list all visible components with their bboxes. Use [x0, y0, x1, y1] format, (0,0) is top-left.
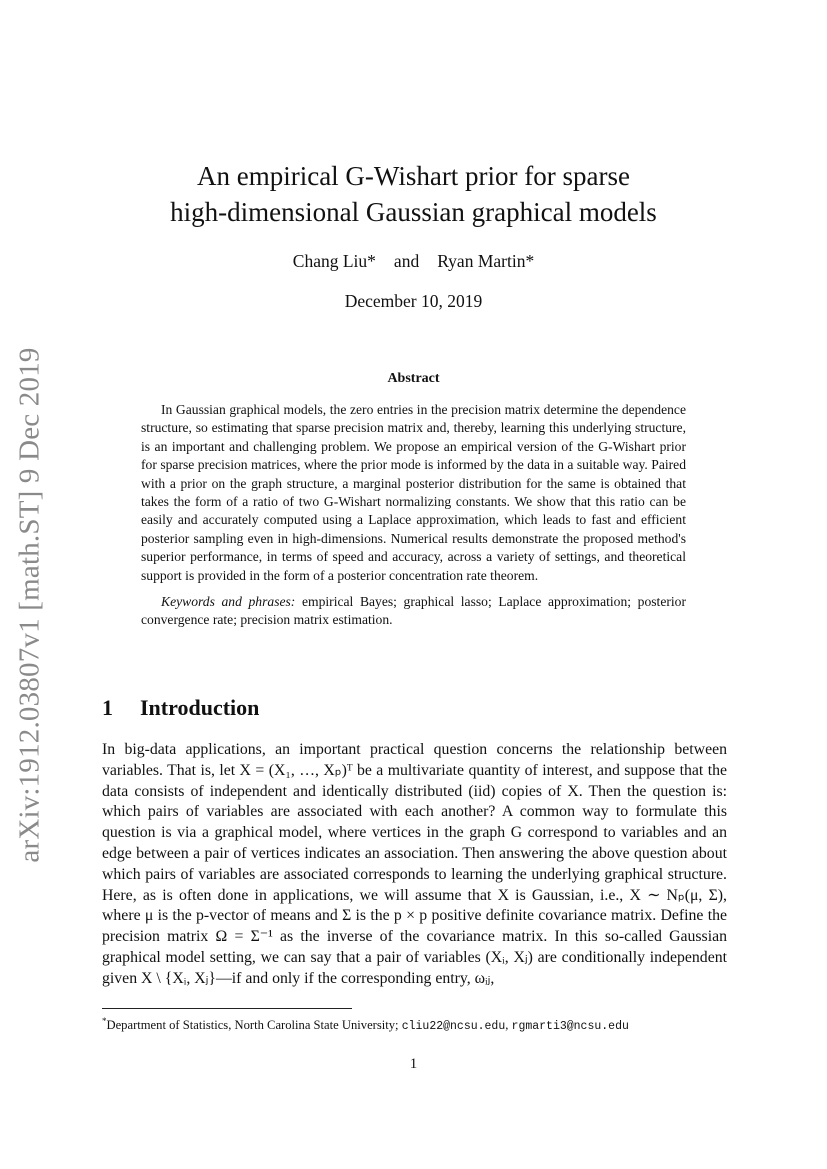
section-title: Introduction — [140, 695, 260, 720]
abstract-paragraph: In Gaussian graphical models, the zero entries in the precision matrix determine the dependence structure, so estimating that sparse precision matrix and, thereby, learning this underlying structure, is an important and challenging problem. We propose an empirical version of the G-Wishart prior for sparse precision matrices, where the prior mode is informed by the data in a suitable way. Paired with a prior on the graph structure, a marginal posterior distribution for the same is obtained that takes the form of a ratio of two G-Wishart normalizing constants. We show that this ratio can be easily and accurately computed using a Laplace approximation, which leads to fast and efficient posterior sampling even in high-dimensions. Numerical results demonstrate the proposed method's superior performance, in terms of speed and accuracy, across a variety of settings, and theoretical support is provided in the form of a posterior concentration rate theorem. — [141, 402, 686, 583]
abstract-block — [141, 401, 686, 630]
introduction-paragraph: In big-data applications, an important practical question concerns the relationship between variables. That is, let X = (X₁, …, Xₚ)ᵀ be a multivariate quantity of interest, and suppose that the data consists of independent and identically distributed (iid) copies of X. Then the question is: which pairs of variables are associated with each another? A common way to formulate this question is via a graphical model, where vertices in the graph G correspond to variables and an edge between a pair of vertices indicates an association. Then answering the above question about which pairs of variables are associated corresponds to learning the underlying graphical structure. Here, as is often done in applications, we will assume that X is Gaussian, i.e., X ∼ Nₚ(μ, Σ), where μ is the p-vector of means and Σ is the p × p positive definite covariance matrix. Define the precision matrix Ω = Σ⁻¹ as the inverse of the covariance matrix. In this so-called Gaussian graphical model setting, we can say that a pair of variables (Xᵢ, Xⱼ) are conditionally independent given X \ {Xᵢ, Xⱼ}—if and only if the corresponding entry, ωᵢⱼ, — [102, 741, 727, 987]
section-heading — [102, 695, 259, 721]
paper-title — [100, 158, 727, 230]
keywords-list: empirical Bayes; graphical lasso; Laplace approximation; posterior convergence rate; precision matrix estimation. — [141, 594, 686, 628]
title-line-1: An empirical G-Wishart prior for sparse — [196, 161, 630, 191]
footnote-email: cliu22@ncsu.edu — [401, 1020, 506, 1034]
footnote-mark: * — [102, 1016, 107, 1026]
paper-date: December 10, 2019 — [344, 291, 483, 311]
footnote: *Department of Statistics, North Carolina State University; cliu22@ncsu.edu, rgmarti3@ncsu.edu — [102, 1016, 629, 1034]
arxiv-identifier-stamp: arXiv:1912.03807v1 [math.ST] 9 Dec 2019 — [13, 347, 46, 863]
keywords-label: Keywords and phrases: — [161, 594, 296, 610]
author-line — [100, 249, 727, 273]
footnote-divider — [102, 1008, 352, 1009]
author-name: Chang Liu* — [292, 251, 376, 271]
author-name: Ryan Martin* — [437, 251, 535, 271]
introduction-body — [102, 740, 727, 990]
section-number: 1 — [102, 695, 113, 720]
page-number: 1 — [409, 1056, 418, 1072]
abstract-heading: Abstract — [387, 371, 440, 386]
keywords-paragraph — [141, 593, 686, 630]
author-conjunction: and — [393, 251, 420, 271]
footnote-email: rgmarti3@ncsu.edu — [511, 1020, 629, 1034]
title-line-2: high-dimensional Gaussian graphical models — [170, 197, 657, 227]
footnote-affiliation: Department of Statistics, North Carolina State University; — [106, 1018, 399, 1033]
